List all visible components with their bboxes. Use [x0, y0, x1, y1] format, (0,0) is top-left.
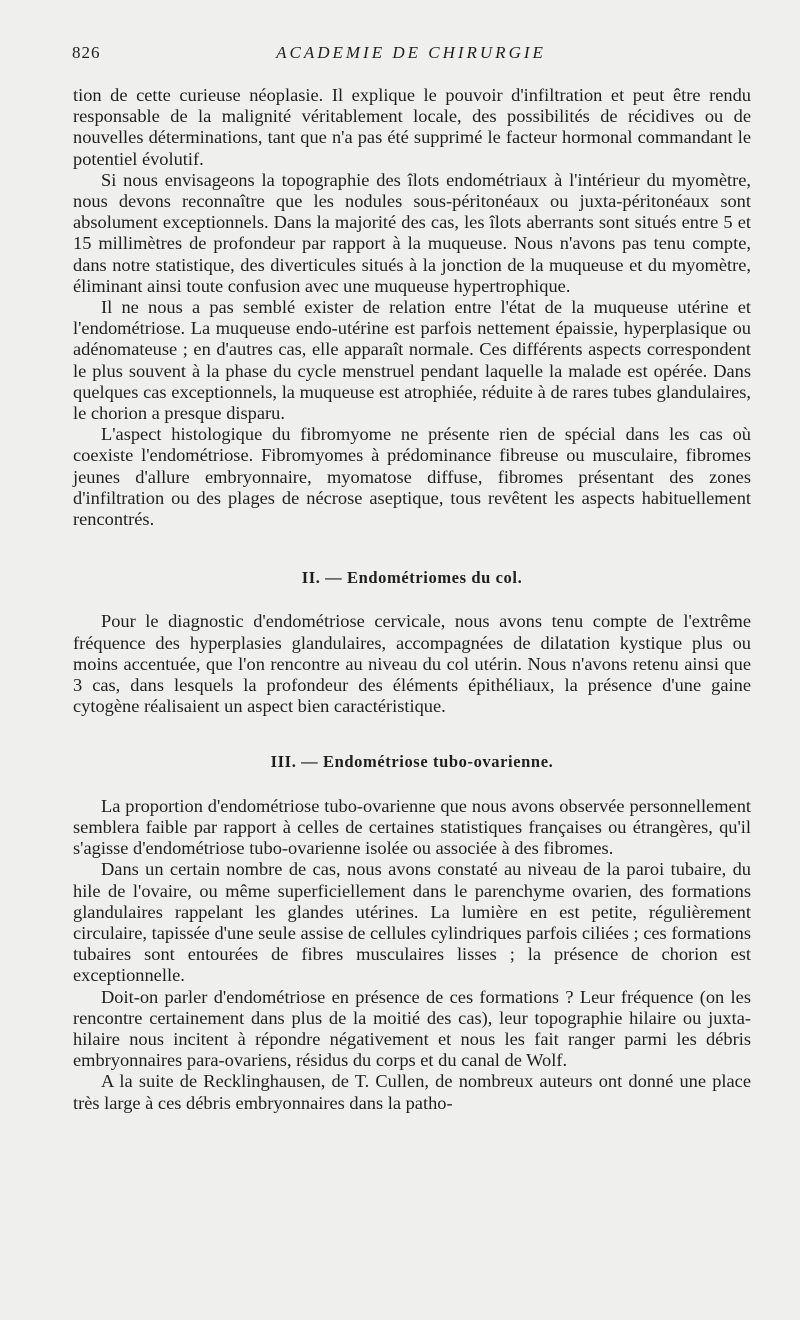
paragraph: Il ne nous a pas semblé exister de relation entre l'état de la muqueuse utérine et l'endométriose. La muqueuse endo-utérine est parfois nettement épaissie, hyperplasique ou adénomateuse ; en d'autres cas, elle apparaît normale. Ces différents aspects correspondent le plus souvent à la phase du cycle menstruel pendant laquelle la malade est opérée. Dans quelques cas exceptionnels, la muqueuse est atrophiée, réduite à de rares tubes glandulaires, le chorion a presque disparu. [73, 297, 751, 424]
running-header [72, 43, 750, 65]
section-heading: III. — Endométriose tubo-ovarienne. [270, 752, 554, 772]
journal-title: ACADEMIE DE CHIRURGIE [276, 43, 546, 62]
paragraph: Dans un certain nombre de cas, nous avons constaté au niveau de la paroi tubaire, du hile de l'ovaire, ou même superficiellement dans le parenchyme ovarien, des formations glandulaires rappelant les glandes utérines. La lumière en est petite, régulièrement circulaire, tapissée d'une seule assise de cellules cylindriques parfois ciliées ; ces formations tubaires sont entourées de fibres musculaires lisses ; la présence de chorion est exceptionnelle. [73, 859, 751, 986]
paragraph: A la suite de Recklinghausen, de T. Cullen, de nombreux auteurs ont donné une place très large à ces débris embryonnaires dans la patho- [73, 1071, 751, 1113]
paragraph: Pour le diagnostic d'endométriose cervicale, nous avons tenu compte de l'extrême fréquence des hyperplasies glandulaires, accompagnées de dilatation kystique plus ou moins accentuée, que l'on rencontre au niveau du col utérin. Nous n'avons retenu ainsi que 3 cas, dans lesquels la profondeur des éléments épithéliaux, la présence d'une gaine cytogène réalisaient un aspect bien caractéristique. [73, 611, 751, 717]
paragraph: Doit-on parler d'endométriose en présence de ces formations ? Leur fréquence (on les rencontre certainement dans plus de la moitié des cas), leur topographie hilaire ou juxta-hilaire nous incitent à répondre négativement et nous les fait ranger parmi les débris embryonnaires para-ovariens, résidus du corps et du canal de Wolf. [73, 986, 751, 1071]
paragraph: L'aspect histologique du fibromyome ne présente rien de spécial dans les cas où coexiste l'endométriose. Fibromyomes à prédominance fibreuse ou musculaire, fibromes jeunes d'allure embryonnaire, myomatose diffuse, fibromes présentant des zones d'infiltration ou des plages de nécrose aseptique, tous revêtent les aspects habituellement rencontrés. [73, 424, 751, 530]
paragraph: La proportion d'endométriose tubo-ovarienne que nous avons observée personnellement semblera faible par rapport à celles de certaines statistiques françaises ou étrangères, qu'il s'agisse d'endométriose tubo-ovarienne isolée ou associée à des fibromes. [73, 795, 751, 859]
section-heading: II. — Endométriomes du col. [301, 568, 523, 588]
paragraph: Si nous envisageons la topographie des îlots endométriaux à l'intérieur du myomètre, nous devons reconnaître que les nodules sous-péritonéaux ou juxta-péritonéaux sont absolument exceptionnels. Dans la majorité des cas, les îlots aberrants sont situés entre 5 et 15 millimètres de profondeur par rapport à la muqueuse. Nous n'avons pas tenu compte, dans notre statistique, des diverticules situés à la jonction de la muqueuse et du myomètre, éliminant ainsi toute confusion avec une muqueuse hypertrophique. [73, 169, 751, 296]
page-number: 826 [72, 43, 101, 62]
body-text [73, 85, 751, 1114]
paragraph: tion de cette curieuse néoplasie. Il explique le pouvoir d'infiltration et peut être rendu responsable de la malignité véritablement locale, des possibilités de récidives ou de nouvelles déterminations, tant que n'a pas été supprimé le facteur hormonal commandant le potentiel évolutif. [73, 85, 751, 169]
